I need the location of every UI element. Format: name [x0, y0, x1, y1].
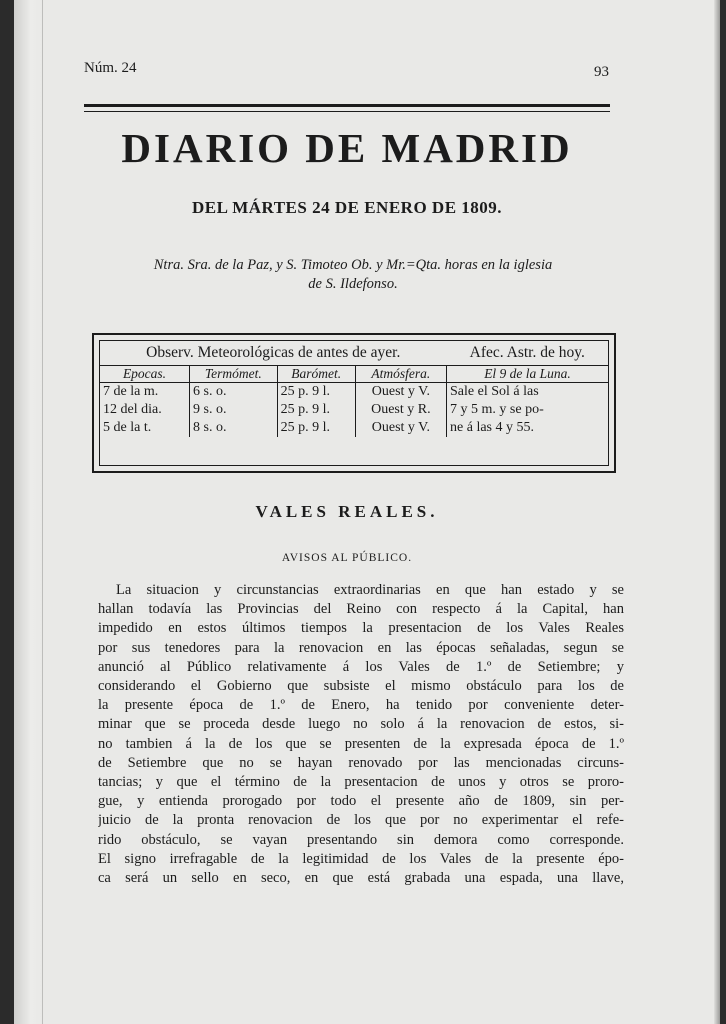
saints-line-2: de S. Ildefonso.	[308, 276, 398, 292]
body-line: considerando el Gobierno que subsiste el mismo obstáculo para los de	[98, 678, 624, 695]
weather-grid	[100, 341, 608, 437]
saints-line-1: Ntra. Sra. de la Paz, y S. Timoteo Ob. y Mr.=Qta. horas en la iglesia	[153, 257, 553, 273]
masthead-rule-thin	[84, 111, 610, 112]
body-line: anunció al Público relativamente á los Vales de 1.º de Setiembre; y	[98, 658, 624, 675]
body-line: por sus tenedores para la renovacion en las épocas señaladas, segun se	[98, 639, 624, 656]
body-line: no tambien á la de los que se presenten de la expresada época de 1.º	[98, 735, 624, 752]
body-line: impedido en estos últimos tiempos la presentacion de los Vales Reales	[98, 620, 624, 637]
cell-astro: 7 y 5 m. y se po-	[450, 402, 544, 417]
cell-astro: ne á las 4 y 55.	[450, 420, 534, 435]
cell-baro: 25 p. 9 l.	[277, 419, 355, 437]
newspaper-page	[14, 0, 720, 1024]
section-title: VALES REALES.	[255, 502, 439, 521]
page-number: 93	[594, 64, 609, 80]
body-line: minar que se proceda desde luego no solo á la renovacion de estos, si-	[98, 716, 624, 733]
cell-baro: 25 p. 9 l.	[277, 401, 355, 419]
body-line: la presente época de 1.º de Enero, ha tenido por conveniente deter-	[98, 697, 624, 714]
cell-epoca: 12 del dia.	[100, 401, 190, 419]
col-epocas: Epocas.	[100, 366, 190, 383]
cell-term: 8 s. o.	[190, 419, 278, 437]
date-line: DEL MÁRTES 24 DE ENERO DE 1809.	[191, 198, 503, 217]
table-row	[100, 401, 608, 419]
cell-epoca: 5 de la t.	[100, 419, 190, 437]
article-body	[98, 581, 624, 888]
page-edge	[714, 0, 720, 1024]
body-line: de Setiembre que no se hayan renovado por las mencionadas circuns-	[98, 754, 624, 771]
cell-astro: Sale el Sol á las	[450, 384, 539, 399]
masthead-title: DIARIO DE MADRID	[121, 125, 573, 171]
subsection-title: AVISOS AL PÚBLICO.	[281, 552, 413, 564]
cell-term: 9 s. o.	[190, 401, 278, 419]
body-line: juicio de la pronta renovacion de los que por no experimentar el refe-	[98, 812, 624, 829]
body-line: El signo irrefragable de la legitimidad de los Vales de la presente épo-	[98, 850, 624, 867]
astro-title: Afec. Astr. de hoy.	[469, 344, 585, 361]
cell-atmos: Ouest y V.	[355, 419, 446, 437]
cell-atmos: Ouest y V.	[355, 383, 446, 402]
body-line: hallan todavía las Provincias del Reino con respecto á la Capital, han	[98, 601, 624, 618]
table-row	[100, 383, 608, 402]
col-termometro: Termómet.	[190, 366, 278, 383]
col-luna: El 9 de la Luna.	[447, 366, 608, 383]
body-line: tancias; y que el término de la presentacion de unos y otros se proro-	[98, 774, 624, 791]
body-line: gue, y entienda prorogado por todo el presente año de 1809, sin per-	[98, 793, 624, 810]
weather-table	[92, 333, 616, 473]
saints-of-day	[98, 256, 608, 294]
body-line: La situacion y circunstancias extraordinarias en que han estado y se	[116, 582, 624, 598]
issue-number: Núm. 24	[84, 60, 137, 76]
cell-atmos: Ouest y R.	[355, 401, 446, 419]
book-spine-shadow	[14, 0, 43, 1024]
masthead-rule-thick	[84, 104, 610, 107]
weather-title: Observ. Meteorológicas de antes de ayer.	[146, 344, 401, 361]
col-barometro: Barómet.	[277, 366, 355, 383]
cell-baro: 25 p. 9 l.	[277, 383, 355, 402]
cell-term: 6 s. o.	[190, 383, 278, 402]
cell-epoca: 7 de la m.	[100, 383, 190, 402]
weather-table-inner	[99, 340, 609, 466]
table-row	[100, 419, 608, 437]
body-line: ca será un sello en seco, en que está grabada una espada, una llave,	[98, 870, 624, 887]
col-atmosfera: Atmósfera.	[355, 366, 446, 383]
body-line: rido obstáculo, se vayan presentando sin demora como corresponde.	[98, 831, 624, 848]
